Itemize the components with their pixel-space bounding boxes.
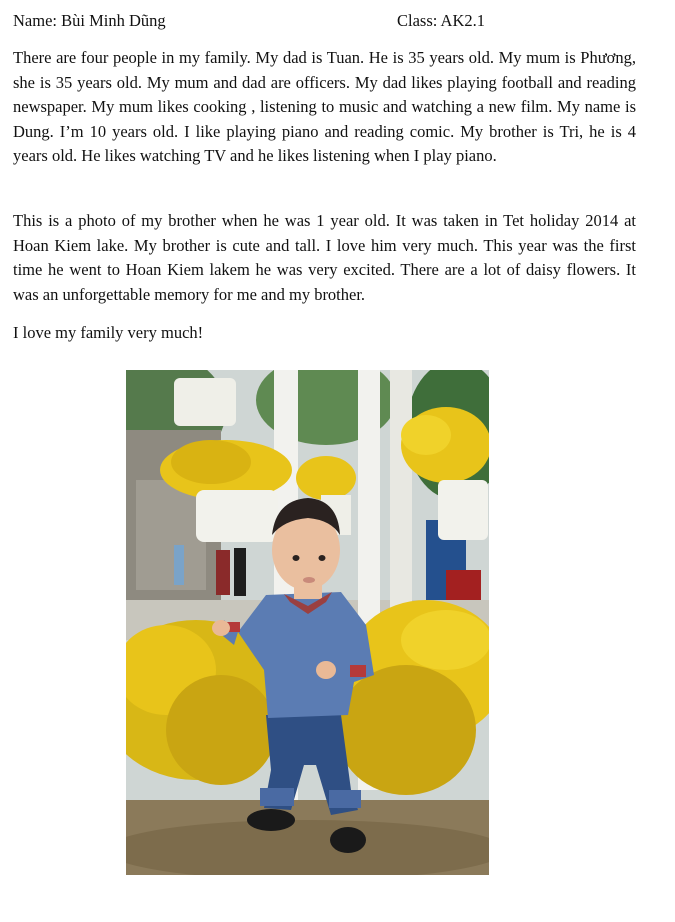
paragraph-family: There are four people in my family. My dad is Tuan. He is 35 years old. My mum is Phương, she is 35 years old. My mum and dad are officers. My dad likes playing football and reading newspaper. My mum likes cooking , listening to music and watching a new film. My name is Dung. I’m 10 years old. I like playing piano and reading comic. My brother is Tri, he is 4 years old. He likes watching TV and he likes listening when I play piano.	[13, 48, 636, 166]
photo-illustration	[126, 370, 489, 875]
paragraph-photo-description: This is a photo of my brother when he was 1 year old. It was taken in Tet holiday 2014 at Hoan Kiem lake. My brother is cute and tall. I love him very much. This year was the first time he went to Hoan Kiem lakem he was very excited. There are a lot of daisy flowers. It was an unforgettable memory for me and my brother.	[13, 211, 636, 304]
student-class: Class: AK2.1	[397, 11, 486, 30]
family-photo	[126, 370, 489, 875]
document-header	[13, 10, 653, 34]
paragraph-closing: I love my family very much!	[13, 323, 204, 342]
student-name: Name: Bùi Minh Dũng	[13, 11, 166, 30]
